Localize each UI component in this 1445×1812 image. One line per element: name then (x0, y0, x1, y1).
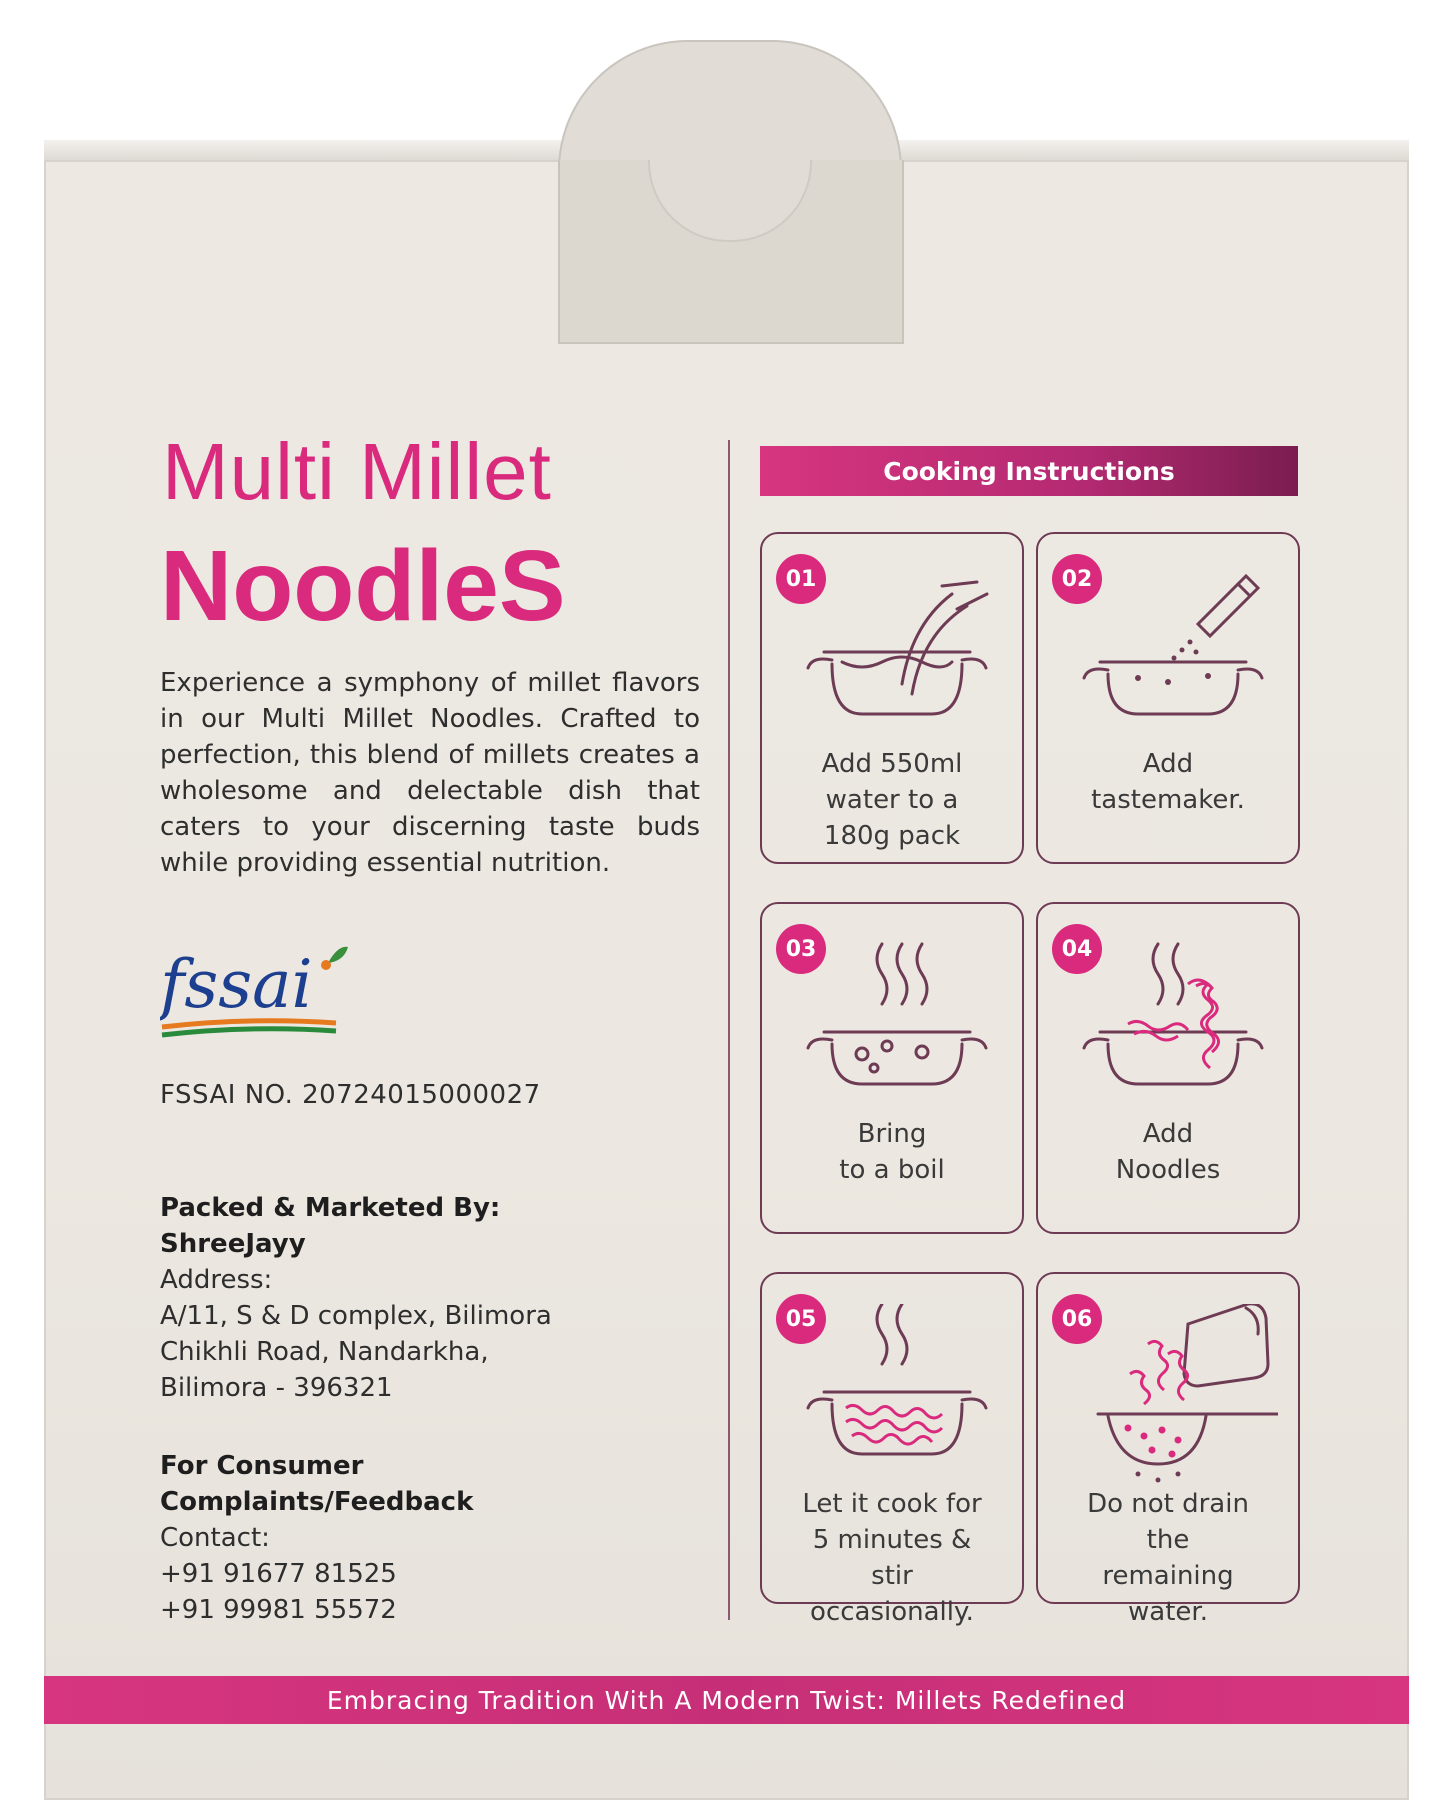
product-description: Experience a symphony of millet flavors in our Multi Millet Noodles. Crafted to perfection, this blend of millets creates a wholesome and delectable dish that caters to your discerning taste buds while providing essential nutrition. (160, 668, 700, 878)
caption-line: Noodles (1115, 1155, 1221, 1185)
caption-line: stir (871, 1561, 913, 1591)
pot-cooking-noodles-icon (802, 1304, 1002, 1484)
consumer-heading-line1: For Consumer (160, 1451, 364, 1481)
caption-line: water to a (825, 785, 959, 815)
pot-noodles-icon (1078, 934, 1278, 1114)
step-number: 06 (1052, 1294, 1102, 1344)
cooking-instructions-header: Cooking Instructions (760, 446, 1298, 496)
caption-line: Do not drain (1087, 1489, 1249, 1519)
product-title-line2: NoodleS (160, 530, 566, 642)
address-label: Address: (160, 1265, 273, 1295)
fssai-logo-icon (160, 935, 360, 1045)
caption-line: 5 minutes & (812, 1525, 972, 1555)
caption-line: water. (1128, 1597, 1208, 1627)
packed-heading: Packed & Marketed By: (160, 1193, 501, 1223)
contact-label: Contact: (160, 1523, 270, 1553)
caption-line: Add (1142, 1119, 1194, 1149)
step-number: 03 (776, 924, 826, 974)
step-card-01 (760, 532, 1024, 864)
step-number: 04 (1052, 924, 1102, 974)
step-number: 05 (776, 1294, 826, 1344)
pot-water-pour-icon (802, 564, 1002, 744)
caption-line: Bring (857, 1119, 927, 1149)
step-number: 02 (1052, 554, 1102, 604)
caption-line: 180g pack (823, 821, 961, 851)
step-caption (1038, 1116, 1298, 1188)
strainer-icon (1078, 1304, 1278, 1484)
pot-boiling-icon (802, 934, 1002, 1114)
step-caption (1038, 1486, 1298, 1630)
step-card-04 (1036, 902, 1300, 1234)
step-card-06 (1036, 1272, 1300, 1627)
pot-tastemaker-icon (1078, 564, 1278, 744)
phone-number: +91 99981 55572 (160, 1595, 397, 1625)
product-title-line1: Multi Millet (162, 427, 552, 516)
step-card-03 (760, 902, 1024, 1234)
phone-number: +91 91677 81525 (160, 1559, 397, 1589)
address-line: A/11, S & D complex, Bilimora (160, 1301, 552, 1331)
caption-line: Let it cook for (802, 1489, 982, 1519)
section-divider (728, 440, 730, 1620)
caption-line: tastemaker. (1091, 785, 1245, 815)
caption-line: Add 550ml (821, 749, 963, 779)
caption-line: occasionally. (810, 1597, 974, 1627)
footer-tagline: Embracing Tradition With A Modern Twist: Millets Redefined (44, 1676, 1409, 1724)
consumer-section (160, 1448, 473, 1628)
packed-by-section (160, 1190, 552, 1406)
caption-line: the (1146, 1525, 1190, 1555)
company-name: ShreeJayy (160, 1229, 306, 1259)
fssai-logo-text: fssai (160, 946, 313, 1023)
address-line: Chikhli Road, Nandarkha, (160, 1337, 489, 1367)
fssai-number: FSSAI NO. 20724015000027 (160, 1080, 541, 1110)
step-caption (762, 1116, 1022, 1188)
caption-line: remaining (1102, 1561, 1234, 1591)
step-card-05 (760, 1272, 1024, 1627)
consumer-heading-line2: Complaints/Feedback (160, 1487, 474, 1517)
address-line: Bilimora - 396321 (160, 1373, 393, 1403)
step-number: 01 (776, 554, 826, 604)
caption-line: Add (1142, 749, 1194, 779)
step-caption (1038, 746, 1298, 818)
caption-line: to a boil (839, 1155, 945, 1185)
step-card-02 (1036, 532, 1300, 864)
step-caption (762, 1486, 1022, 1630)
step-caption (762, 746, 1022, 854)
